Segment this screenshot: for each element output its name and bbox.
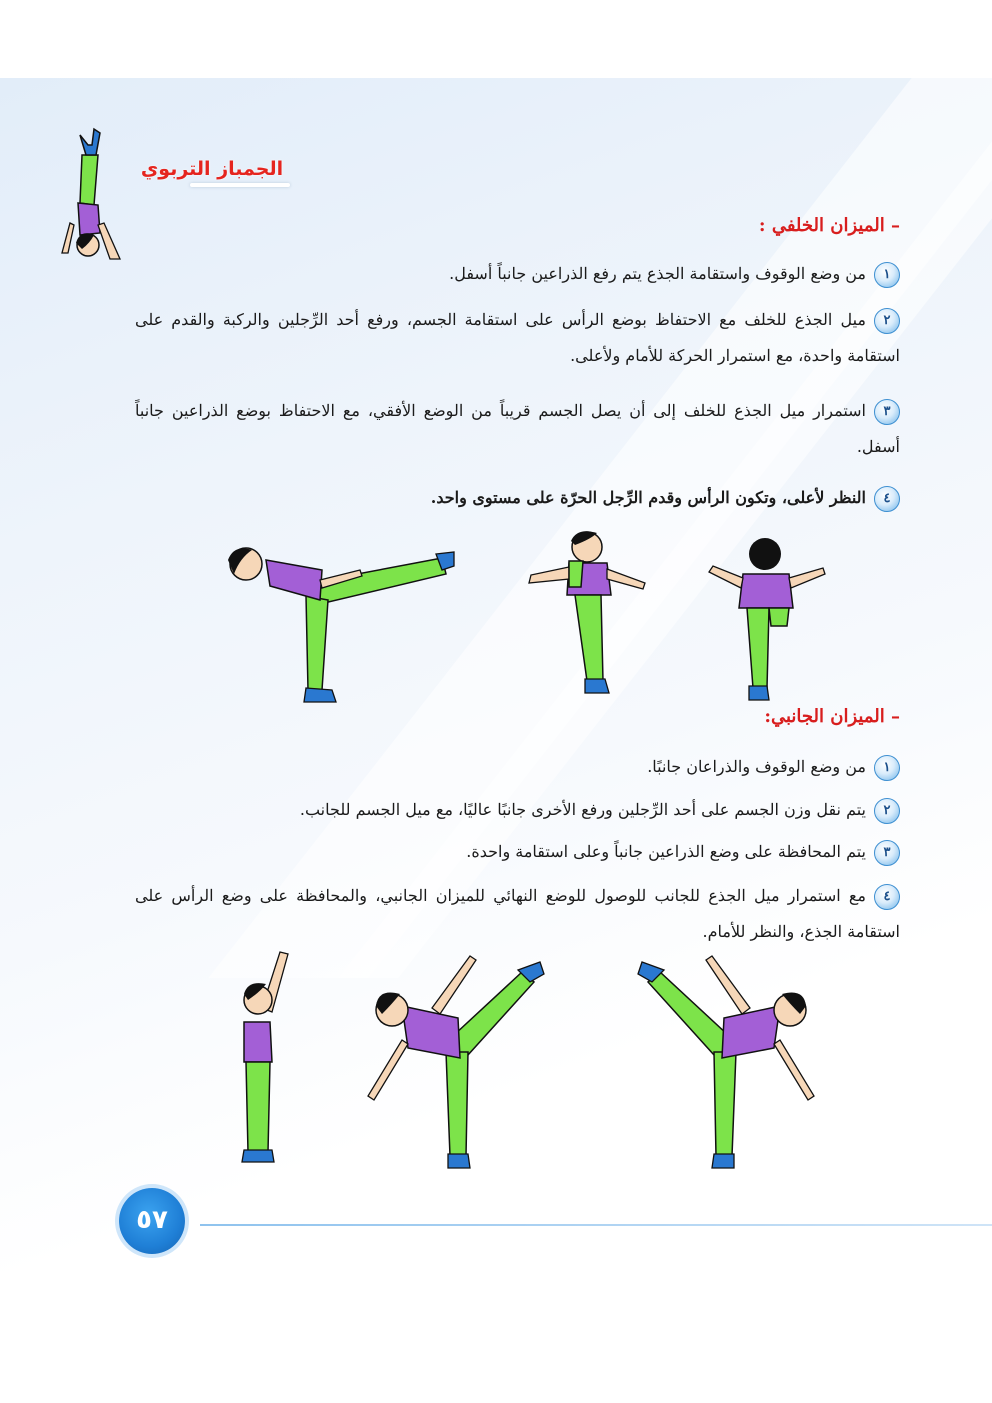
step-text: استمرار ميل الجذع للخلف إلى أن يصل الجسم قريباً من الوضع الأفقي، مع الاحتفاظ بوضع الذراعين جانباً أسفل. [135,401,900,456]
step-number-badge: ٣ [874,840,900,866]
header-title: الجمباز التربوي [140,158,284,180]
step-number-badge: ١ [874,262,900,288]
step-number-badge: ٢ [874,308,900,334]
section-title-back-balance: – الميزان الخلفي : [758,215,900,236]
page-number: ٥٧ [119,1188,185,1254]
step-text: النظر لأعلى، وتكون الرأس وقدم الرِّجل الحرّة على مستوى واحد. [430,488,866,507]
list-item [135,749,900,785]
list-item [135,256,900,292]
list-item [135,878,900,950]
back-balance-side-figure [210,540,460,710]
footer-divider [200,1224,992,1226]
step-text: يتم نقل وزن الجسم على أحد الرِّجلين ورفع الأخرى جانبًا عاليًا، مع ميل الجسم للجانب. [299,800,866,819]
step-text: يتم المحافظة على وضع الذراعين جانباً وعلى استقامة واحدة. [466,842,866,861]
list-item [135,393,900,465]
step-number-badge: ٤ [874,486,900,512]
side-balance-right-figure [630,948,820,1173]
handstand-gymnast-icon [60,125,135,275]
back-balance-back-figure [705,530,830,705]
section-title-side-balance: – الميزان الجانبي: [764,706,900,727]
back-balance-front-figure [525,525,650,705]
header-underline [190,183,290,187]
step-text: ميل الجذع للخلف مع الاحتفاظ بوضع الرأس على استقامة الجسم، ورفع أحد الرِّجلين والركبة والقدم على استقامة واحدة، مع استمرار الحركة للأمام ولأعلى. [135,310,900,365]
side-balance-left-figure [362,948,552,1173]
step-number-badge: ٣ [874,399,900,425]
side-balance-standing-figure [232,942,302,1167]
step-text: من وضع الوقوف والذراعان جانبًا. [647,757,866,776]
step-number-badge: ٢ [874,798,900,824]
step-text: من وضع الوقوف واستقامة الجذع يتم رفع الذراعين جانباً أسفل. [449,264,866,283]
step-text: مع استمرار ميل الجذع للجانب للوصول للوضع النهائي للميزان الجانبي، والمحافظة على وضع الرأس على استقامة الجذع، والنظر للأمام. [135,886,900,941]
step-number-badge: ١ [874,755,900,781]
list-item [135,302,900,374]
list-item [135,834,900,870]
step-number-badge: ٤ [874,884,900,910]
list-item [135,480,900,516]
list-item [135,792,900,828]
